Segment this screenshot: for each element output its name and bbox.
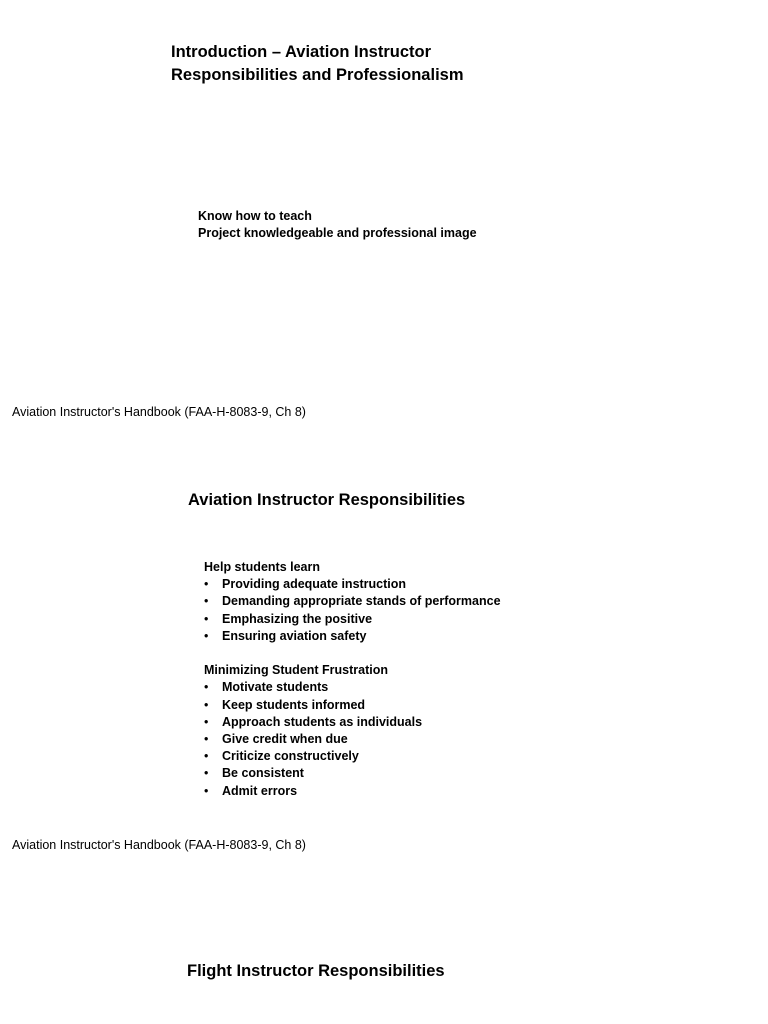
list-item: [204, 697, 501, 714]
list-item: [204, 748, 501, 765]
slide-1-title-line-2: Responsibilities and Professionalism: [171, 66, 464, 84]
slide-3-title: Flight Instructor Responsibilities: [187, 962, 445, 980]
bullet-icon: •: [204, 577, 209, 592]
bullet-icon: •: [204, 697, 209, 712]
bullet-icon: •: [204, 611, 209, 626]
slide-1-title: [171, 41, 464, 87]
help-students-list: [204, 576, 501, 645]
list-item-text: Give credit when due: [222, 732, 348, 747]
list-item-text: Motivate students: [222, 680, 329, 695]
list-item: [204, 576, 501, 593]
bullet-icon: •: [204, 628, 209, 643]
list-item: [204, 611, 501, 628]
list-item-text: Be consistent: [222, 766, 304, 781]
list-item-text: Ensuring aviation safety: [222, 628, 367, 643]
slide-1-point: Project knowledgeable and professional image: [198, 226, 477, 241]
bullet-icon: •: [204, 749, 209, 764]
slide-2-source-citation: Aviation Instructor's Handbook (FAA-H-8083-9, Ch 8): [12, 838, 306, 852]
list-item-text: Criticize constructively: [222, 749, 359, 764]
list-item-text: Emphasizing the positive: [222, 611, 373, 626]
slide-1-point: Know how to teach: [198, 209, 312, 223]
bullet-icon: •: [204, 680, 209, 695]
list-item: [204, 783, 501, 800]
slide-2-title: Aviation Instructor Responsibilities: [188, 491, 466, 509]
group-spacer: [204, 645, 501, 662]
minimizing-frustration-list: [204, 679, 501, 799]
slide-1-source-citation: Aviation Instructor's Handbook (FAA-H-8083-9, Ch 8): [12, 405, 306, 419]
slide-1-points: [198, 208, 477, 242]
list-item: [204, 593, 501, 610]
list-item: [204, 731, 501, 748]
list-item-text: Approach students as individuals: [222, 714, 423, 729]
list-item: [204, 679, 501, 696]
bullet-icon: •: [204, 783, 209, 798]
bullet-icon: •: [204, 766, 209, 781]
slide-2-content: [204, 559, 501, 800]
list-item: [204, 714, 501, 731]
list-item-text: Providing adequate instruction: [222, 577, 407, 592]
bullet-icon: •: [204, 714, 209, 729]
bullet-icon: •: [204, 594, 209, 609]
list-item-text: Demanding appropriate stands of performance: [222, 594, 501, 609]
group-heading-minimizing-frustration: Minimizing Student Frustration: [204, 663, 389, 678]
list-item-text: Keep students informed: [222, 697, 366, 712]
list-item: [204, 765, 501, 782]
slide-1-title-line-1: Introduction – Aviation Instructor: [171, 43, 432, 61]
list-item-text: Admit errors: [222, 783, 298, 798]
list-item: [204, 628, 501, 645]
group-heading-help-students: Help students learn: [204, 560, 320, 574]
bullet-icon: •: [204, 732, 209, 747]
